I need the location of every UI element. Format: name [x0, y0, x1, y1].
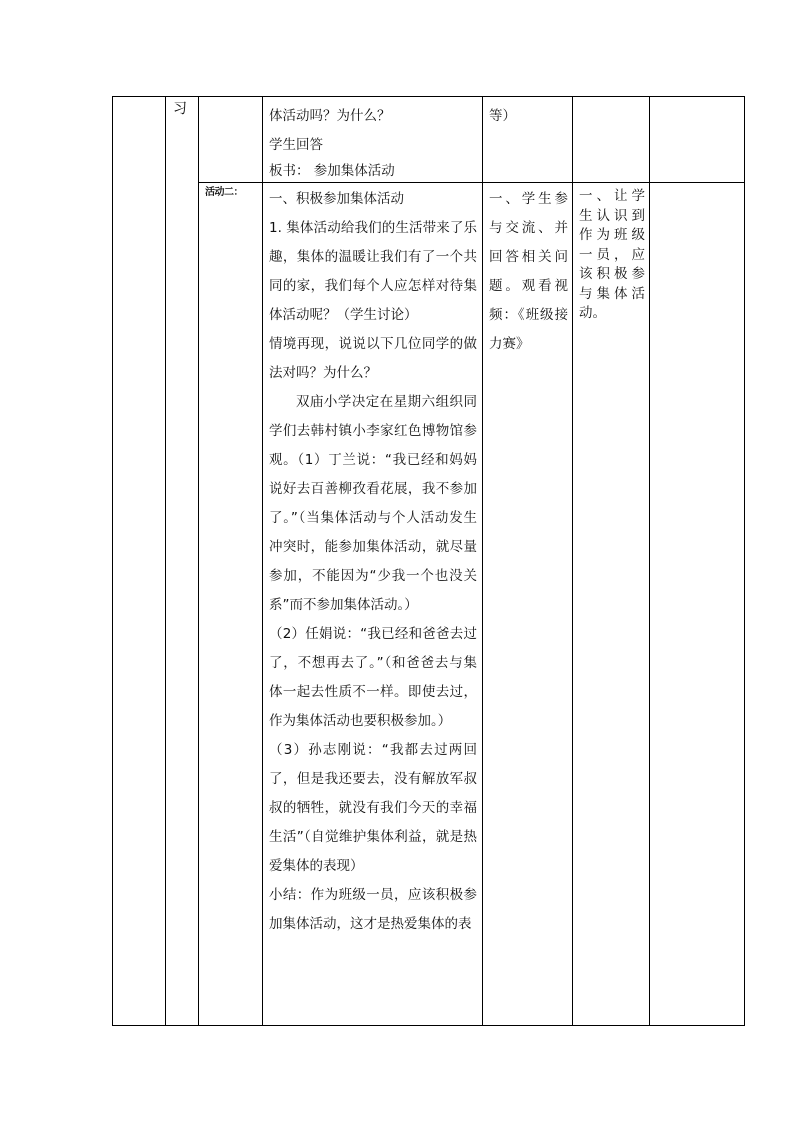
design-intent-cell [573, 183, 650, 1026]
table-row [113, 97, 745, 183]
text-line: 学生回答 [269, 137, 323, 153]
design-intent-cell [573, 97, 650, 183]
activity-label: 活动二： [205, 187, 243, 198]
teacher-activity-cell [263, 183, 483, 1026]
student-activity-cell [483, 97, 573, 183]
remarks-cell [650, 97, 745, 183]
activity-label-cell [199, 183, 263, 1026]
student-activity-cell [483, 183, 573, 1026]
paragraph: 情境再现，说说以下几位同学的做法对吗？为什么？ [269, 336, 477, 381]
paragraph: 一、学生参与交流、并回答相关问题。观看视频：《班级接力赛》 [489, 191, 568, 352]
paragraph: 双庙小学决定在星期六组织同学们去韩村镇小李家红色博物馆参观。（1）丁兰说：“我已经和妈妈说好去百善柳孜看花展，我不参加了。”（当集体活动与个人活动发生冲突时，能参加集体活动，就尽量参加，不能因为“少我一个也没关系”而不参加集体活动。） [269, 394, 477, 613]
paragraph: （2）任娟说：“我已经和爸爸去过了，不想再去了。”（和爸爸去与集体一起去性质不一样。即使去过，作为集体活动也要积极参加。） [269, 626, 477, 729]
remarks-cell [650, 183, 745, 1026]
stage-cell [166, 97, 199, 1026]
paragraph: 一、让学生认识到作为班级一员，应该积极参与集体活动。 [579, 188, 645, 321]
text-line: 等） [489, 108, 516, 124]
paragraph: 1. 集体活动给我们的生活带来了乐趣，集体的温暖让我们有了一个共同的家，我们每个人应怎样对待集体活动呢？（学生讨论） [269, 220, 477, 323]
text-line: 板书： 参加集体活动 [269, 163, 395, 179]
table-row [113, 183, 745, 1026]
activity-label-cell [199, 97, 263, 183]
stage-label: 习 [173, 101, 187, 117]
paragraph: （3）孙志刚说：“我都去过两回了，但是我还要去，没有解放军叔叔的牺牲，就没有我们今天的幸福生活”（自觉维护集体利益，就是热爱集体的表现） [269, 742, 477, 874]
heading-line: 一、积极参加集体活动 [269, 191, 404, 207]
paragraph: 小结：作为班级一员，应该积极参加集体活动，这才是热爱集体的表 [269, 887, 477, 932]
lesson-plan-table [112, 96, 745, 1026]
section-cell [113, 97, 166, 1026]
teacher-activity-cell [263, 97, 483, 183]
text-line: 体活动吗？为什么？ [269, 108, 391, 124]
